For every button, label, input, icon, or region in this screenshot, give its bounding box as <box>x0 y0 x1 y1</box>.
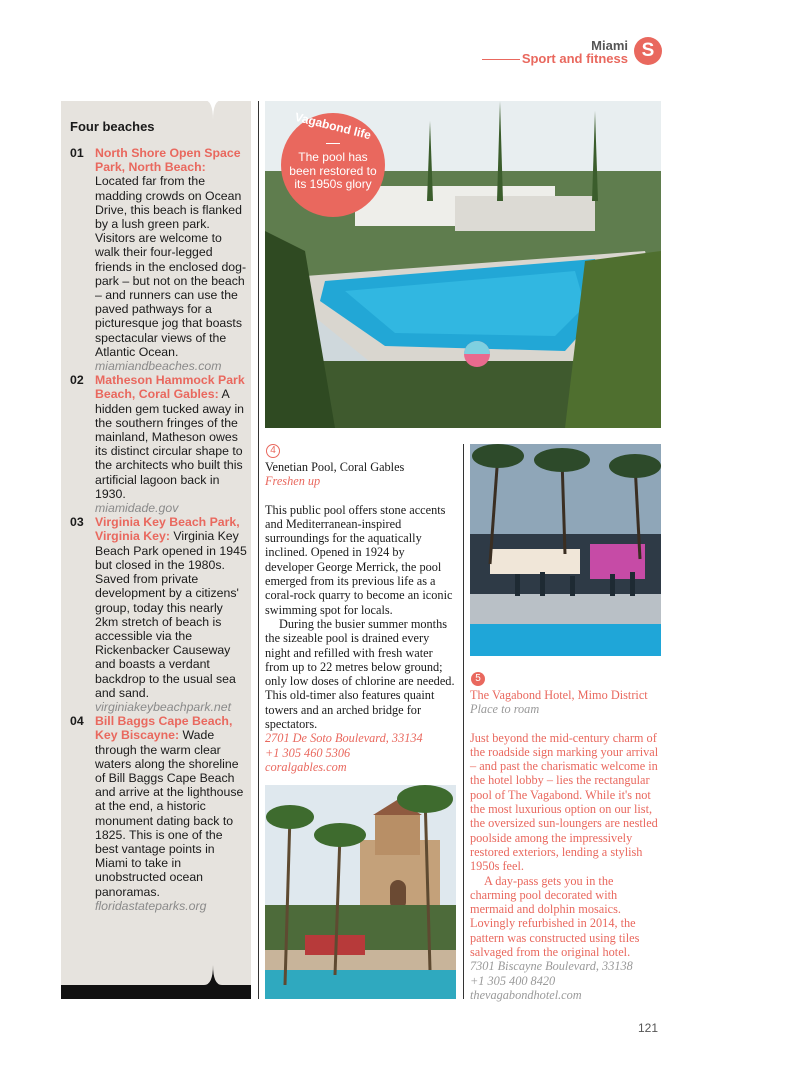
beach-number: 04 <box>70 714 84 729</box>
sidebar-notch <box>204 965 222 985</box>
article-number-badge: 5 <box>471 672 485 686</box>
beach-name: Matheson Hammock Park Beach, Coral Gables: <box>95 373 245 402</box>
article-phone: +1 305 400 8420 <box>470 973 556 988</box>
section-badge: S <box>634 37 662 65</box>
callout-label: Vagabond life <box>293 109 373 143</box>
beach-item <box>70 515 248 714</box>
beach-url[interactable]: virginiakeybeachpark.net <box>95 699 232 714</box>
beach-number: 01 <box>70 146 84 160</box>
column-rule <box>258 101 259 999</box>
vagabond-life-callout <box>281 109 385 217</box>
sidebar-footer-bar <box>61 985 251 999</box>
beach-url[interactable]: floridastateparks.org <box>95 898 207 913</box>
callout-rule <box>326 143 340 144</box>
article-venetian-pool <box>265 460 455 774</box>
four-beaches-sidebar <box>61 101 251 999</box>
article-title: Venetian Pool, Coral Gables <box>265 460 405 474</box>
beach-description: Located far from the madding crowds on Ocean Drive, this beach is flanked by a lush green park. Visitors are welcome to walk their four-legged friends in the enclosed dog-park – but not on the beach – and runners can use the paved pathways for a picturesque jog that boasts spectacular views of the Atlantic Ocean. <box>95 174 247 359</box>
beach-name: North Shore Open Space Park, North Beach: <box>95 146 241 175</box>
sidebar-notch <box>204 100 222 120</box>
beach-item <box>70 373 248 515</box>
article-phone: +1 305 460 5306 <box>265 745 351 760</box>
article-address: 7301 Biscayne Boulevard, 33138 <box>470 959 633 974</box>
sidebar-title: Four beaches <box>70 119 155 134</box>
article-website[interactable]: coralgables.com <box>265 759 347 774</box>
beach-number: 02 <box>70 373 84 388</box>
article-number-badge: 4 <box>266 444 280 458</box>
article-address: 2701 De Soto Boulevard, 33134 <box>265 731 423 746</box>
column-rule <box>463 444 464 999</box>
beach-item <box>70 146 248 373</box>
beach-number: 03 <box>70 515 84 530</box>
venetian-pool-photo <box>265 785 456 999</box>
article-subtitle: Freshen up <box>265 474 321 489</box>
beach-description: Virginia Key Beach Park opened in 1945 but closed in the 1980s. Saved from private development by a citizens' group, today this nearly 2km stretch of beach is accessible via the Rickenbacker Causeway and boasts a verdant backdrop to the usual sea and sand. <box>95 529 247 700</box>
beach-name: Virginia Key Beach Park, Virginia Key: <box>95 515 240 544</box>
article-paragraph: During the busier summer months the sizeable pool is drained every night and refilled with fresh water from up to 22 metres below ground; only low doses of chlorine are needed. This old-timer also features quaint towers and an arched bridge for spectators. <box>265 616 455 732</box>
header-rule <box>482 59 520 60</box>
beach-description: A hidden gem tucked away in the southern fringes of the mainland, Matheson owes its distinct circular shape to the architects who built this artificial lagoon back in 1930. <box>95 387 245 501</box>
article-title: The Vagabond Hotel, Mimo District <box>470 688 648 702</box>
beach-description: Wade through the warm clear waters along the shoreline of Bill Baggs Cape Beach and arrive at the lighthouse at the end, a historic monument dating back to 1825. This is one of the best vantage points in Miami to take in unobstructed ocean panoramas. <box>95 728 244 899</box>
beach-list <box>70 146 248 913</box>
callout-text: The pool has been restored to its 1950s glory <box>289 150 377 191</box>
article-paragraph: This public pool offers stone accents and Mediterranean-inspired surroundings for the aquatically inclined. Opened in 1924 by developer George Merrick, the pool emerged from its previous life as a coral-rock quarry to become an iconic swimming spot for locals. <box>265 502 453 617</box>
header-section: Sport and fitness <box>521 51 628 66</box>
article-subtitle: Place to roam <box>470 702 540 717</box>
page-number: 121 <box>638 1021 659 1035</box>
vagabond-night-photo <box>470 444 661 656</box>
beach-url[interactable]: miamidade.gov <box>95 501 179 516</box>
beach-url[interactable]: miamiandbeaches.com <box>95 359 222 374</box>
article-website[interactable]: thevagabondhotel.com <box>470 987 582 1002</box>
beach-item <box>70 714 248 913</box>
article-paragraph: Just beyond the mid-century charm of the roadside sign marking your arrival – and past the charismatic welcome in the hotel lobby – lies the rectangular pool of The Vagabond. While it's not the most luxurious option on our list, the oversized sun-loungers are nestled poolside among the impressively restored exteriors, lending a stylish 1950s feel. <box>470 730 659 874</box>
beach-name: Bill Baggs Cape Beach, Key Biscayne: <box>95 714 233 743</box>
article-vagabond-hotel <box>470 688 662 1002</box>
article-paragraph: A day-pass gets you in the charming pool decorated with mermaid and dolphin mosaics. Lovingly refurbished in 2014, the pattern was constructed using tiles salvaged from the original hotel. <box>470 873 640 960</box>
header-city: Miami <box>591 38 628 53</box>
